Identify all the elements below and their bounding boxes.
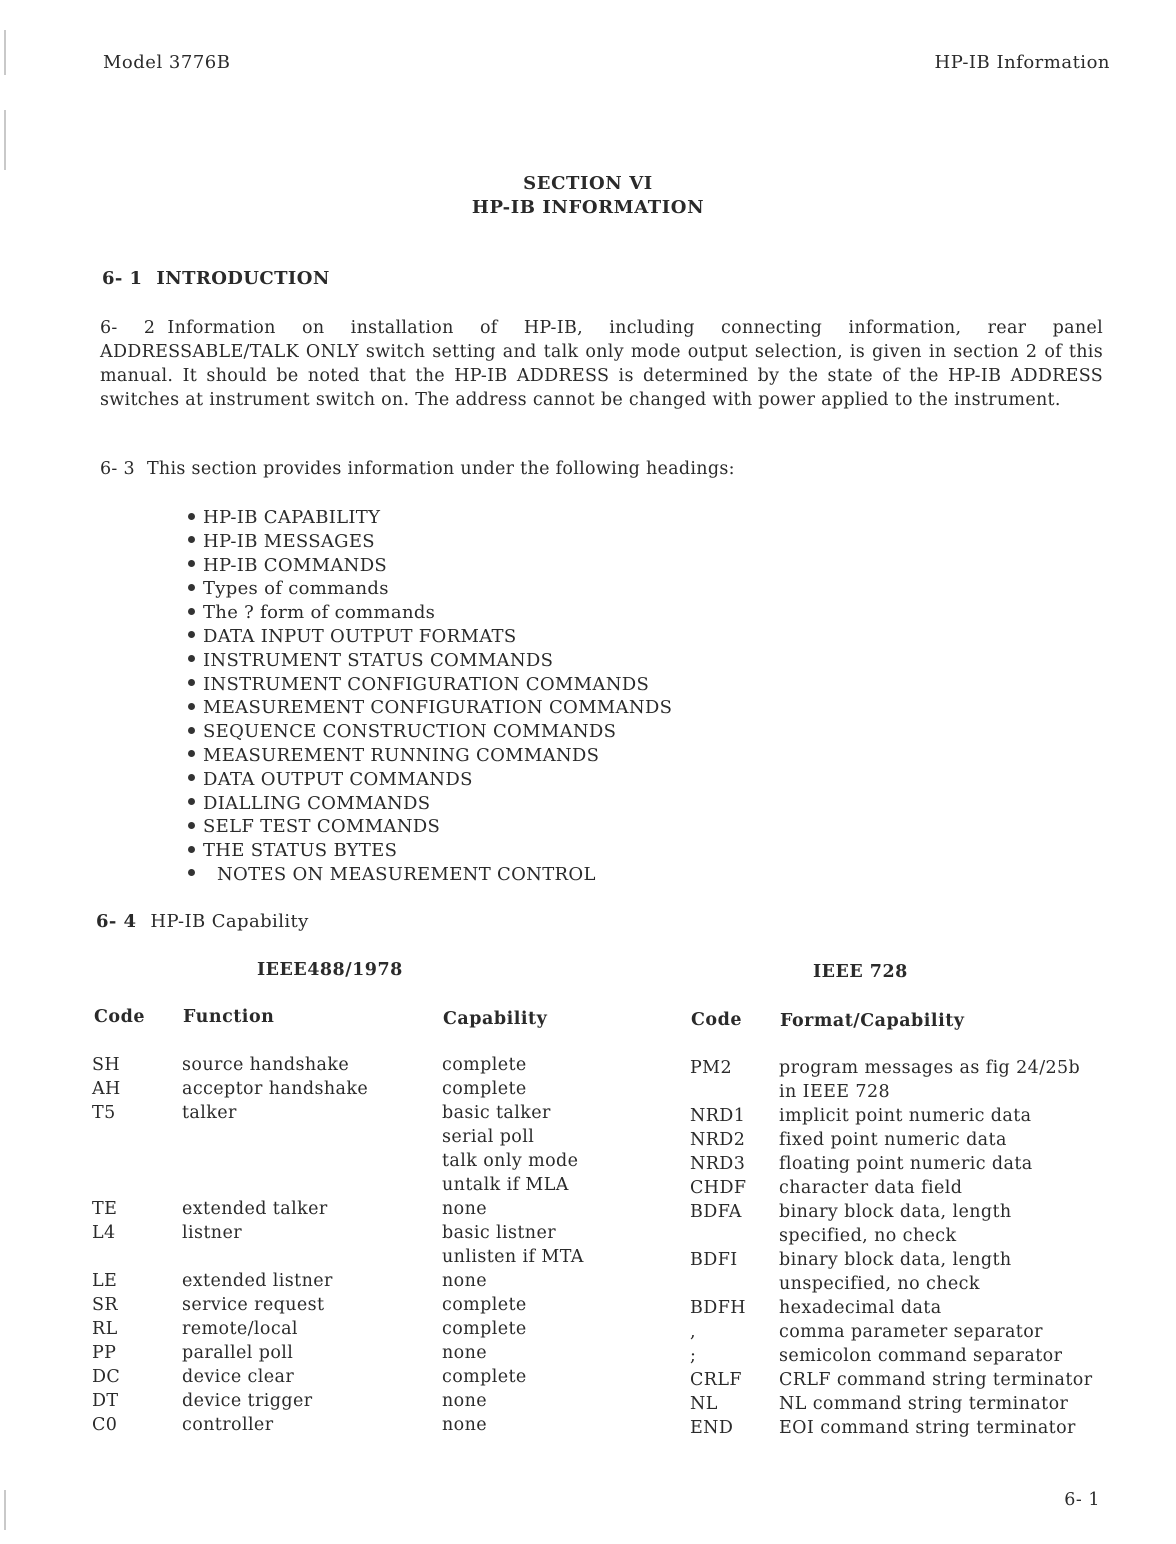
- scan-edge-mark: [4, 30, 6, 75]
- ieee728-format-cell: EOI command string terminator: [779, 1418, 1076, 1438]
- list-item: THE STATUS BYTES: [188, 839, 672, 863]
- ieee728-format-cell: hexadecimal data: [779, 1298, 942, 1318]
- list-item: MEASUREMENT CONFIGURATION COMMANDS: [188, 696, 672, 720]
- ieee488-function-cell: controller: [182, 1415, 274, 1435]
- capability-heading: [96, 911, 309, 932]
- page-number: 6- 1: [1064, 1490, 1100, 1510]
- header-section-name: HP-IB Information: [934, 52, 1110, 73]
- bullet-icon: [188, 822, 195, 829]
- ieee488-code-cell: DC: [92, 1367, 121, 1387]
- ieee728-format-cell: binary block data, length: [779, 1250, 1012, 1270]
- list-item: HP-IB CAPABILITY: [188, 506, 672, 530]
- ieee488-function-cell: service request: [182, 1295, 325, 1315]
- ieee488-capability-cell: complete: [442, 1055, 527, 1075]
- ieee488-code-cell: TE: [92, 1199, 118, 1219]
- ieee728-header-format: Format/Capability: [780, 1011, 965, 1031]
- ieee488-capability-cell: talk only mode: [442, 1151, 579, 1171]
- header-model: Model 3776B: [103, 52, 231, 73]
- bullet-icon: [188, 679, 195, 686]
- intro-heading-number: 6- 1: [102, 268, 143, 289]
- ieee728-code-cell: END: [690, 1418, 734, 1438]
- list-item: MEASUREMENT RUNNING COMMANDS: [188, 744, 672, 768]
- ieee728-code-cell: CHDF: [690, 1178, 747, 1198]
- bullet-icon: [188, 608, 195, 615]
- ieee488-capability-cell: none: [442, 1415, 488, 1435]
- paragraph-6-3-text: This section provides information under the following headings:: [146, 459, 735, 479]
- ieee488-title: IEEE488/1978: [257, 960, 403, 980]
- ieee488-capability-cell: basic listner: [442, 1223, 556, 1243]
- ieee488-code-cell: SR: [92, 1295, 118, 1315]
- ieee488-function-cell: extended talker: [182, 1199, 328, 1219]
- ieee728-format-cell: implicit point numeric data: [779, 1106, 1032, 1126]
- bullet-icon: [188, 631, 195, 638]
- capability-heading-number: 6- 4: [96, 911, 137, 932]
- scan-edge-mark: [4, 110, 6, 170]
- list-item: INSTRUMENT CONFIGURATION COMMANDS: [188, 673, 672, 697]
- list-item: The ? form of commands: [188, 601, 672, 625]
- ieee488-function-cell: listner: [182, 1223, 242, 1243]
- bullet-icon: [188, 846, 195, 853]
- section-title: HP-IB INFORMATION: [471, 197, 705, 218]
- ieee488-capability-cell: complete: [442, 1295, 527, 1315]
- ieee728-code-cell: PM2: [690, 1058, 733, 1078]
- list-item: DATA INPUT OUTPUT FORMATS: [188, 625, 672, 649]
- ieee728-format-cell: CRLF command string terminator: [779, 1370, 1093, 1390]
- ieee728-code-cell: NL: [690, 1394, 718, 1414]
- ieee728-format-cell: specified, no check: [779, 1226, 957, 1246]
- ieee488-capability-cell: serial poll: [442, 1127, 535, 1147]
- ieee728-header-code: Code: [691, 1010, 742, 1030]
- ieee488-header-capability: Capability: [443, 1009, 548, 1029]
- ieee488-function-cell: parallel poll: [182, 1343, 294, 1363]
- ieee488-capability-cell: none: [442, 1343, 488, 1363]
- paragraph-6-2-text: Information on installation of HP-IB, including connecting information, rear panel ADDRESSABLE/TALK ONLY switch setting and talk only mode output selection, is given in section 2 of this manual. It should be noted that the HP-IB ADDRESS is determined by the state of the HP-IB ADDRESS switches at instrument switch on. The address cannot be changed with power applied to the instrument.: [100, 318, 1103, 410]
- list-item: DATA OUTPUT COMMANDS: [188, 768, 672, 792]
- paragraph-6-2-number: 6- 2: [100, 318, 156, 338]
- ieee488-code-cell: L4: [92, 1223, 116, 1243]
- ieee488-capability-cell: none: [442, 1391, 488, 1411]
- ieee488-capability-cell: untalk if MLA: [442, 1175, 569, 1195]
- ieee488-capability-cell: unlisten if MTA: [442, 1247, 584, 1267]
- ieee728-format-cell: semicolon command separator: [779, 1346, 1063, 1366]
- ieee488-function-cell: remote/local: [182, 1319, 298, 1339]
- ieee728-code-cell: NRD3: [690, 1154, 746, 1174]
- ieee728-format-cell: NL command string terminator: [779, 1394, 1069, 1414]
- ieee728-code-cell: BDFA: [690, 1202, 742, 1222]
- ieee488-capability-cell: none: [442, 1199, 488, 1219]
- ieee488-code-cell: T5: [92, 1103, 116, 1123]
- bullet-icon: [188, 798, 195, 805]
- bullet-icon: [188, 560, 195, 567]
- ieee488-capability-cell: none: [442, 1271, 488, 1291]
- scan-edge-mark: [4, 1490, 6, 1530]
- ieee488-header-function: Function: [183, 1007, 275, 1027]
- ieee728-format-cell: floating point numeric data: [779, 1154, 1033, 1174]
- ieee728-format-cell: comma parameter separator: [779, 1322, 1043, 1342]
- list-item: SELF TEST COMMANDS: [188, 815, 672, 839]
- bullet-icon: [188, 750, 195, 757]
- bullet-icon: [188, 536, 195, 543]
- ieee728-code-cell: NRD1: [690, 1106, 746, 1126]
- bullet-icon: [188, 655, 195, 662]
- list-item: INSTRUMENT STATUS COMMANDS: [188, 649, 672, 673]
- list-item: NOTES ON MEASUREMENT CONTROL: [188, 863, 672, 887]
- ieee488-code-cell: AH: [92, 1079, 121, 1099]
- list-item: DIALLING COMMANDS: [188, 792, 672, 816]
- list-item: SEQUENCE CONSTRUCTION COMMANDS: [188, 720, 672, 744]
- list-item: Types of commands: [188, 577, 672, 601]
- section-number: SECTION VI: [523, 173, 653, 194]
- ieee728-format-cell: program messages as fig 24/25b: [779, 1058, 1081, 1078]
- bullet-icon: [188, 774, 195, 781]
- capability-heading-text: HP-IB Capability: [150, 911, 309, 932]
- paragraph-6-3-number: 6- 3: [100, 459, 135, 479]
- ieee488-capability-cell: complete: [442, 1367, 527, 1387]
- ieee488-code-cell: LE: [92, 1271, 118, 1291]
- ieee488-function-cell: device clear: [182, 1367, 295, 1387]
- bullet-icon: [188, 727, 195, 734]
- ieee728-format-cell: in IEEE 728: [779, 1082, 891, 1102]
- ieee728-code-cell: NRD2: [690, 1130, 746, 1150]
- ieee488-code-cell: DT: [92, 1391, 119, 1411]
- bullet-icon: [188, 869, 195, 876]
- ieee488-header-code: Code: [94, 1007, 145, 1027]
- list-item: HP-IB MESSAGES: [188, 530, 672, 554]
- ieee488-function-cell: extended listner: [182, 1271, 333, 1291]
- ieee728-code-cell: ,: [690, 1322, 696, 1342]
- intro-heading-text: INTRODUCTION: [156, 268, 330, 289]
- bullet-icon: [188, 584, 195, 591]
- ieee728-format-cell: unspecified, no check: [779, 1274, 980, 1294]
- ieee488-function-cell: acceptor handshake: [182, 1079, 369, 1099]
- ieee488-capability-cell: complete: [442, 1319, 527, 1339]
- ieee728-format-cell: fixed point numeric data: [779, 1130, 1007, 1150]
- ieee488-code-cell: RL: [92, 1319, 118, 1339]
- ieee488-capability-cell: complete: [442, 1079, 527, 1099]
- paragraph-6-3: [100, 459, 735, 479]
- ieee728-code-cell: BDFH: [690, 1298, 746, 1318]
- ieee488-code-cell: PP: [92, 1343, 117, 1363]
- paragraph-6-2: [100, 316, 1103, 412]
- headings-list: [188, 506, 672, 887]
- ieee728-format-cell: binary block data, length: [779, 1202, 1012, 1222]
- ieee488-function-cell: device trigger: [182, 1391, 313, 1411]
- ieee488-code-cell: C0: [92, 1415, 118, 1435]
- ieee488-capability-cell: basic talker: [442, 1103, 551, 1123]
- ieee488-code-cell: SH: [92, 1055, 121, 1075]
- ieee488-function-cell: source handshake: [182, 1055, 350, 1075]
- ieee728-code-cell: ;: [690, 1346, 697, 1366]
- ieee728-code-cell: CRLF: [690, 1370, 742, 1390]
- ieee728-format-cell: character data field: [779, 1178, 963, 1198]
- ieee728-code-cell: BDFI: [690, 1250, 738, 1270]
- intro-heading: [102, 268, 330, 289]
- ieee728-title: IEEE 728: [813, 962, 908, 982]
- list-item: HP-IB COMMANDS: [188, 554, 672, 578]
- bullet-icon: [188, 513, 195, 520]
- ieee488-function-cell: talker: [182, 1103, 237, 1123]
- bullet-icon: [188, 703, 195, 710]
